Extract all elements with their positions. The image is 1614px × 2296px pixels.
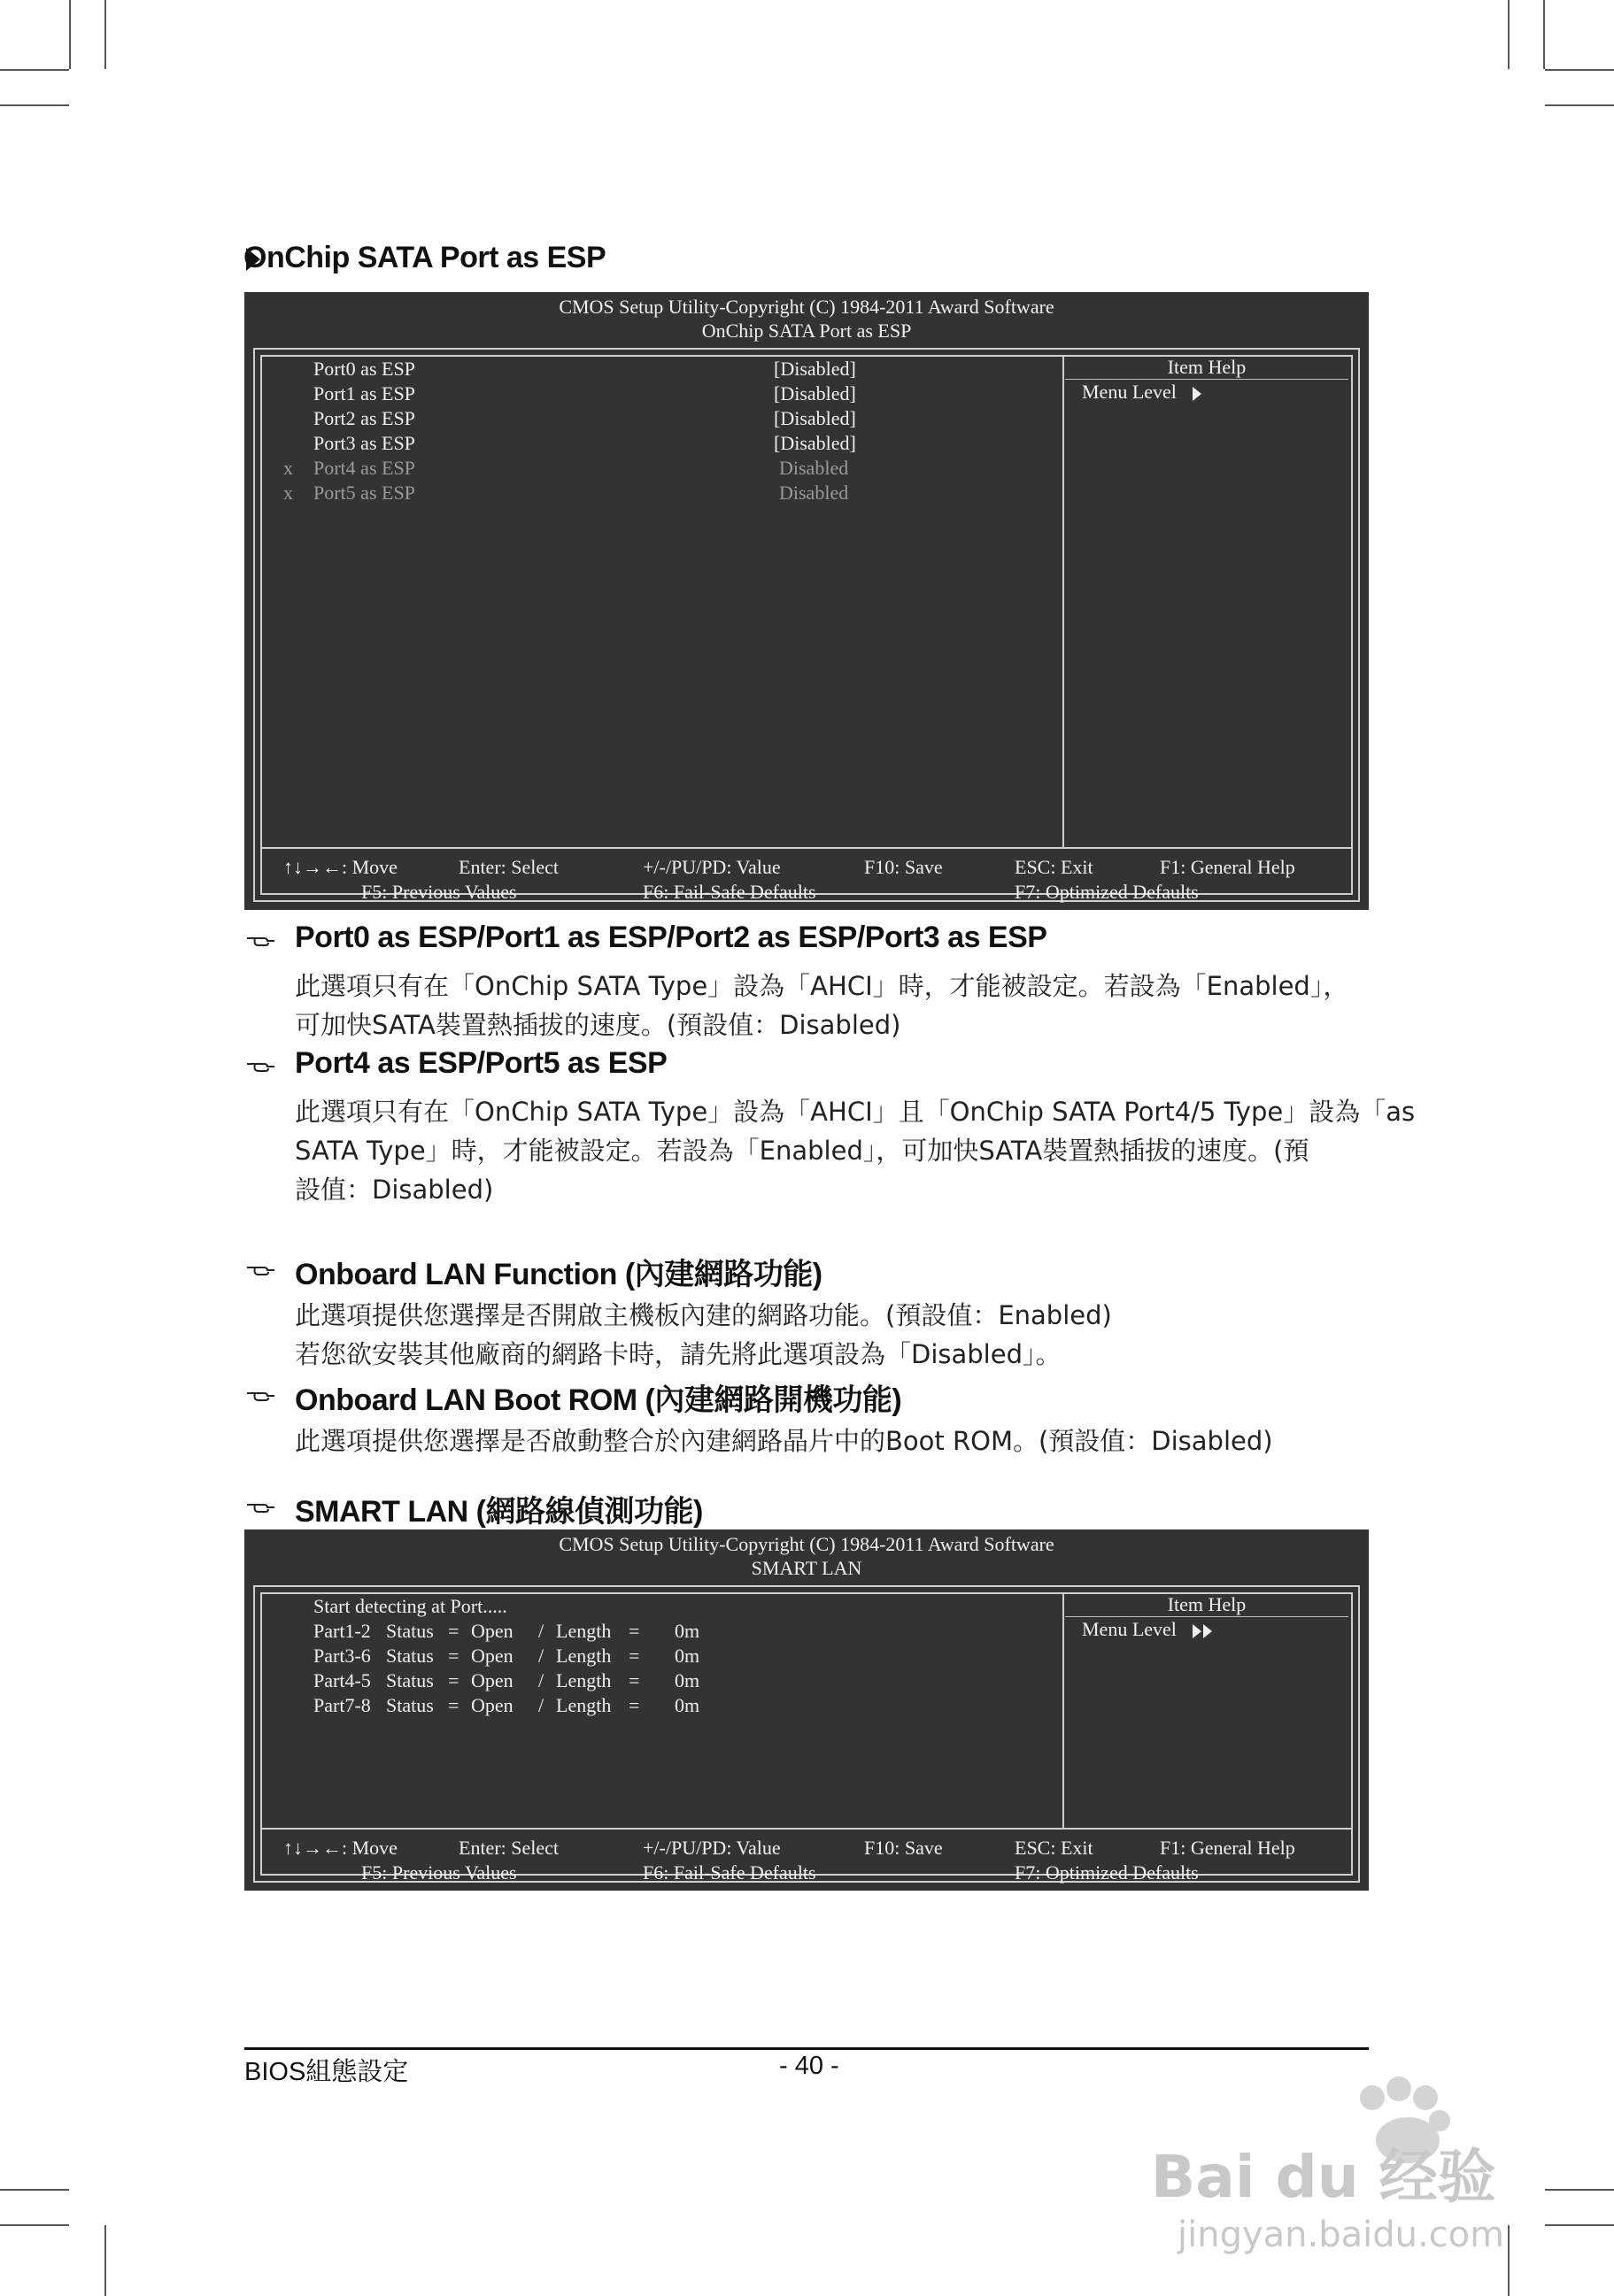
crop-mark <box>69 0 71 69</box>
pointing-hand-icon <box>246 1057 276 1075</box>
pointing-hand-icon <box>246 1498 276 1515</box>
menu-level-arrow-icon <box>1203 1624 1212 1638</box>
watermark-brand: Bai du 经验 <box>1151 2143 1496 2211</box>
bios-screen-smart-lan <box>244 1529 1369 1891</box>
smart-lan-eq: = <box>448 1620 459 1642</box>
key-value: +/-/PU/PD: Value <box>643 856 781 878</box>
key-f6-failsafe: F6: Fail-Safe Defaults <box>643 1861 816 1884</box>
bios-item-port5-locked-mark: x <box>283 482 293 504</box>
crop-mark <box>1545 2189 1614 2191</box>
bios-help-divider <box>1062 357 1064 848</box>
smart-lan-start-line: Start detecting at Port..... <box>313 1595 507 1617</box>
menu-level <box>1082 1617 1212 1642</box>
crop-mark <box>1545 69 1614 71</box>
crop-mark <box>0 2224 69 2226</box>
key-move: ↑↓→←: Move <box>283 856 398 878</box>
menu-level-arrow-icon <box>1193 387 1201 401</box>
bios-header-copyright: CMOS Setup Utility-Copyright (C) 1984-2011 Award Software <box>559 296 1054 318</box>
crop-mark <box>1508 2225 1510 2296</box>
bios-item-port4-value: Disabled <box>779 457 849 479</box>
key-esc-exit: ESC: Exit <box>1015 1837 1093 1859</box>
crop-mark <box>0 104 69 106</box>
desc-port4-5-line1: 此選項只有在「OnChip SATA Type」設為「AHCI」且「OnChip SATA Port4/5 Type」設為「as <box>295 1097 1416 1127</box>
desc-smart-lan-title: SMART LAN (網路線偵測功能) <box>295 1495 703 1529</box>
smart-lan-eq: = <box>629 1669 640 1691</box>
smart-lan-length-label: Length <box>556 1645 612 1667</box>
crop-mark <box>104 2225 106 2296</box>
crop-mark <box>104 0 106 69</box>
desc-lan-line2: 若您欲安裝其他廠商的網路卡時，請先將此選項設為「Disabled」。 <box>295 1339 1062 1369</box>
key-f10-save: F10: Save <box>864 856 943 878</box>
page-number: - 40 - <box>779 2052 839 2080</box>
smart-lan-pair: Part4-5 <box>313 1669 371 1691</box>
bios-item-port4-locked-mark: x <box>283 457 293 479</box>
key-f1-help: F1: General Help <box>1160 856 1295 878</box>
pointing-hand-icon <box>246 931 276 949</box>
desc-bootrom-line1: 此選項提供您選擇是否啟動整合於內建網路晶片中的Boot ROM。(預設值：Disabled) <box>295 1426 1273 1456</box>
crop-mark <box>1545 2224 1614 2226</box>
bios-help-divider <box>1062 1594 1064 1829</box>
smart-lan-length: 0m <box>675 1669 700 1691</box>
menu-level <box>1082 380 1201 404</box>
key-f5-previous: F5: Previous Values <box>361 881 517 903</box>
bios-item-port1-value[interactable]: [Disabled] <box>774 382 856 404</box>
key-enter-select: Enter: Select <box>459 856 560 878</box>
bios-item-port4-label: Port4 as ESP <box>313 457 415 479</box>
bios-item-port2-label[interactable]: Port2 as ESP <box>313 407 415 429</box>
smart-lan-status-label: Status <box>386 1694 434 1716</box>
section-title: OnChip SATA Port as ESP <box>243 241 606 274</box>
menu-level-label: Menu Level <box>1082 1618 1177 1640</box>
key-f10-save: F10: Save <box>864 1837 943 1859</box>
desc-port4-5-line3: 設值：Disabled) <box>295 1175 494 1205</box>
bios-header-page-title: SMART LAN <box>751 1557 862 1579</box>
smart-lan-status: Open <box>471 1669 514 1691</box>
bios-item-port5-value: Disabled <box>779 482 849 504</box>
smart-lan-sep: / <box>538 1645 544 1667</box>
smart-lan-sep: / <box>538 1694 544 1716</box>
bios-keys-divider <box>262 847 1351 849</box>
desc-lan-title: Onboard LAN Function (內建網路功能) <box>295 1258 822 1291</box>
key-f1-help: F1: General Help <box>1160 1837 1295 1859</box>
bios-item-port3-value[interactable]: [Disabled] <box>774 432 856 454</box>
crop-mark <box>1545 104 1614 106</box>
bios-header-copyright: CMOS Setup Utility-Copyright (C) 1984-2011 Award Software <box>559 1533 1054 1555</box>
crop-mark <box>0 69 69 71</box>
bios-item-port2-value[interactable]: [Disabled] <box>774 407 856 429</box>
bios-item-port5-label: Port5 as ESP <box>313 482 415 504</box>
smart-lan-length: 0m <box>675 1645 700 1667</box>
desc-port4-5-title: Port4 as ESP/Port5 as ESP <box>295 1046 668 1080</box>
item-help-title: Item Help <box>1167 1593 1247 1615</box>
bios-screen-onchip-sata <box>244 292 1369 910</box>
bios-item-port0-label[interactable]: Port0 as ESP <box>313 358 415 380</box>
smart-lan-length-label: Length <box>556 1669 612 1691</box>
bios-item-port0-value[interactable]: [Disabled] <box>774 358 856 380</box>
smart-lan-status-label: Status <box>386 1669 434 1691</box>
menu-level-label: Menu Level <box>1082 381 1177 403</box>
smart-lan-eq: = <box>629 1694 640 1716</box>
smart-lan-status-label: Status <box>386 1645 434 1667</box>
crop-mark <box>1543 0 1545 69</box>
smart-lan-pair: Part1-2 <box>313 1620 371 1642</box>
smart-lan-status: Open <box>471 1645 514 1667</box>
item-help-title: Item Help <box>1167 356 1247 378</box>
menu-level-arrow-icon <box>1193 1624 1201 1638</box>
footer-rule <box>244 2047 1369 2050</box>
desc-port4-5-line2: SATA Type」時，才能被設定。若設為「Enabled」，可加快SATA裝置熱插拔的速度。(預 <box>295 1136 1309 1166</box>
key-enter-select: Enter: Select <box>459 1837 560 1859</box>
pointing-hand-icon <box>246 1386 276 1404</box>
key-f7-optimized: F7: Optimized Defaults <box>1015 1861 1199 1884</box>
smart-lan-length: 0m <box>675 1620 700 1642</box>
smart-lan-eq: = <box>629 1645 640 1667</box>
watermark-url: jingyan.baidu.com <box>1178 2215 1505 2255</box>
smart-lan-eq: = <box>448 1669 459 1691</box>
smart-lan-pair: Part7-8 <box>313 1694 371 1716</box>
key-move: ↑↓→←: Move <box>283 1837 398 1859</box>
desc-port0-3-line1: 此選項只有在「OnChip SATA Type」設為「AHCI」時，才能被設定。若設為「Enabled」， <box>295 971 1349 1001</box>
bios-item-port1-label[interactable]: Port1 as ESP <box>313 382 415 404</box>
smart-lan-eq: = <box>448 1645 459 1667</box>
smart-lan-status: Open <box>471 1694 514 1716</box>
smart-lan-eq: = <box>629 1620 640 1642</box>
crop-mark <box>0 2189 69 2191</box>
key-value: +/-/PU/PD: Value <box>643 1837 781 1859</box>
smart-lan-sep: / <box>538 1620 544 1642</box>
crop-mark <box>1508 0 1510 69</box>
desc-port0-3-line2: 可加快SATA裝置熱插拔的速度。(預設值：Disabled) <box>295 1010 901 1040</box>
smart-lan-eq: = <box>448 1694 459 1716</box>
key-esc-exit: ESC: Exit <box>1015 856 1093 878</box>
smart-lan-length-label: Length <box>556 1620 612 1642</box>
desc-port0-3-title: Port0 as ESP/Port1 as ESP/Port2 as ESP/Port3 as ESP <box>295 921 1047 954</box>
smart-lan-sep: / <box>538 1669 544 1691</box>
smart-lan-length: 0m <box>675 1694 700 1716</box>
smart-lan-length-label: Length <box>556 1694 612 1716</box>
pointing-hand-icon <box>246 1260 276 1278</box>
desc-bootrom-title: Onboard LAN Boot ROM (內建網路開機功能) <box>295 1383 902 1417</box>
smart-lan-status: Open <box>471 1620 514 1642</box>
key-f5-previous: F5: Previous Values <box>361 1861 517 1884</box>
bios-item-port3-label[interactable]: Port3 as ESP <box>313 432 415 454</box>
smart-lan-status-label: Status <box>386 1620 434 1642</box>
bios-keys-divider <box>262 1828 1351 1830</box>
smart-lan-pair: Part3-6 <box>313 1645 371 1667</box>
desc-lan-line1: 此選項提供您選擇是否開啟主機板內建的網路功能。(預設值：Enabled) <box>295 1300 1112 1330</box>
key-f7-optimized: F7: Optimized Defaults <box>1015 881 1199 903</box>
bios-header-page-title: OnChip SATA Port as ESP <box>701 320 912 342</box>
footer-chapter: BIOS組態設定 <box>244 2058 409 2086</box>
key-f6-failsafe: F6: Fail-Safe Defaults <box>643 881 816 903</box>
